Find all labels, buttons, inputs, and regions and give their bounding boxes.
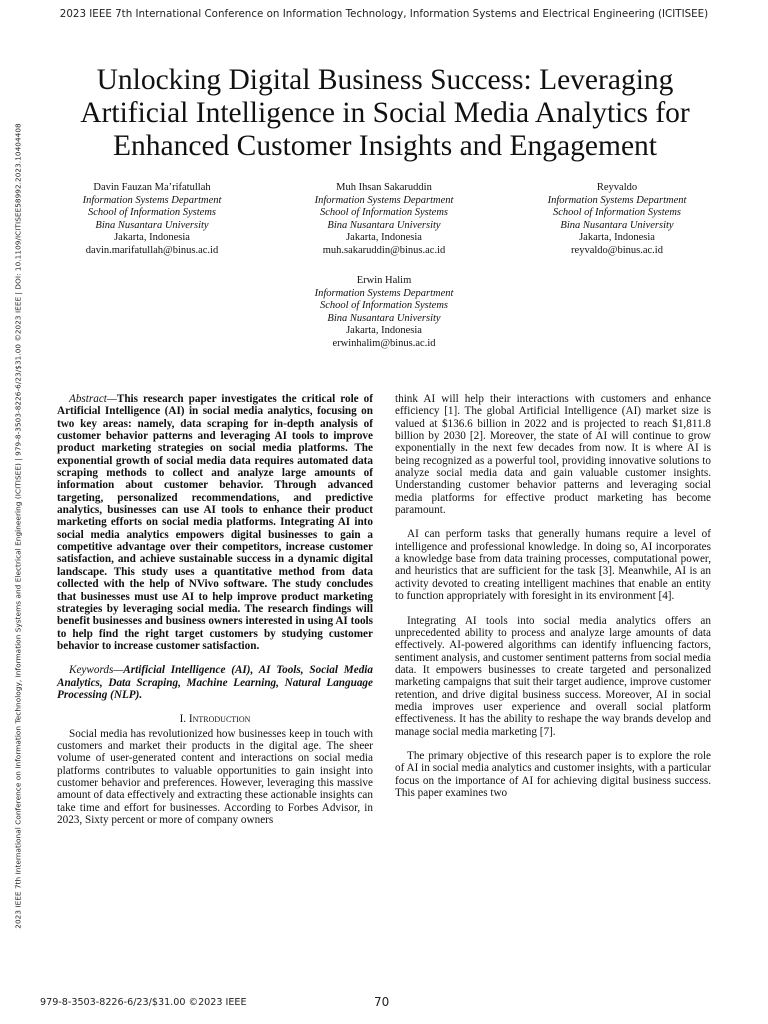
- author-university: Bina Nusantara University: [95, 219, 209, 231]
- author-location: Jakarta, Indonesia: [579, 232, 655, 244]
- body-paragraph: Integrating AI tools into social media analytics offers an unprecedented ability to process and analyze large amounts of data effectively. AI-powered algorithms can identify influencing factors, sentiment analysis, and customer sentiment patterns from social media data. It empowers businesses to create targeted and personalized marketing campaigns that suit their target audience, improve customer retention, and drive digital business success. Moreover, AI in social media improves user experience and overall social platform effectiveness. It has the ability to reshape the way brands develop and manage social media marketing [7].: [395, 614, 711, 738]
- author-name: Muh Ihsan Sakaruddin: [336, 182, 432, 193]
- keywords: [57, 664, 373, 701]
- body-paragraph: The primary objective of this research paper is to explore the role of AI in social media analytics and customer insights, with a particular focus on the importance of AI for achieving digital business success. This paper examines two: [395, 749, 711, 799]
- page-number: 70: [374, 995, 390, 1009]
- paper-title: Unlocking Digital Business Success: Leveraging Artificial Intelligence in Social Media Analytics for Enhanced Customer Insights and Engagement: [80, 64, 690, 162]
- right-column: [395, 393, 711, 799]
- footer-copyright: 979-8-3503-8226-6/23/$31.00 ©2023 IEEE: [40, 997, 247, 1008]
- author-location: Jakarta, Indonesia: [346, 232, 422, 244]
- conference-header: 2023 IEEE 7th International Conference on Information Technology, Information Systems and Electrical Engineering (ICITISEE): [59, 8, 709, 20]
- author-university: Bina Nusantara University: [327, 312, 441, 324]
- author-email: erwinhalim@binus.ac.id: [332, 337, 436, 349]
- author-school: School of Information Systems: [552, 207, 682, 219]
- author-department: Information Systems Department: [314, 287, 454, 299]
- author-block: [497, 182, 737, 258]
- author-department: Information Systems Department: [547, 194, 687, 206]
- section-heading: I. Introduction: [179, 713, 251, 726]
- body-paragraph: Social media has revolutionized how businesses keep in touch with customers and market their products in the digital age. The sheer volume of user-generated content and interactions on social media platforms contributes to valuable opportunities to gain insight into customer behavior and preferences. However, leveraging this massive amount of data effectively and extracting these actionable insights can take time and effort for businesses. According to Forbes Advisor, in 2023, Sixty percent or more of company owners: [57, 727, 373, 826]
- author-block: [264, 275, 504, 351]
- author-name: Davin Fauzan Ma’rifatullah: [93, 182, 211, 193]
- body-paragraph: think AI will help their interactions with customers and enhance efficiency [1]. The global Artificial Intelligence (AI) market size is valued at $136.6 billion in 2022 and is projected to reach $1,811.8 billion by 2030 [2]. Moreover, the state of AI will continue to grow exponentially in the next few decades from now. It is where AI is being recognized as a powerful tool, providing innovative solutions to analyze social media data and gain valuable customer insights. Understanding customer behavior patterns and leveraging social media platforms for effective product marketing has become paramount.: [395, 393, 711, 517]
- author-location: Jakarta, Indonesia: [114, 232, 190, 244]
- author-department: Information Systems Department: [314, 194, 454, 206]
- keywords-label: Keywords—: [69, 664, 124, 677]
- author-block: [264, 182, 504, 258]
- author-school: School of Information Systems: [319, 300, 449, 312]
- author-school: School of Information Systems: [319, 207, 449, 219]
- author-email: muh.sakaruddin@binus.ac.id: [322, 244, 446, 256]
- author-name: Erwin Halim: [356, 275, 412, 286]
- author-email: davin.marifatullah@binus.ac.id: [85, 244, 219, 256]
- author-email: reyvaldo@binus.ac.id: [571, 244, 663, 256]
- side-margin-text: 2023 IEEE 7th International Conference on Information Technology, Information Systems and Electrical Engineering (ICITISEE) | 979-8-3503-8226-6/23/$31.00 ©2023 IEEE | DOI: 10.1109/ICITISEE58992.2023.10404408: [13, 123, 23, 929]
- body-paragraph: AI can perform tasks that generally humans require a level of intelligence and professional knowledge. In doing so, AI incorporates a knowledge base from data training processes, computational power, and heuristics that are sufficient for the task [3]. Meanwhile, AI is an activity devoted to creating intelligent machines that enable an entity to function appropriately with foresight in its environment [4].: [395, 528, 711, 603]
- author-location: Jakarta, Indonesia: [346, 325, 422, 337]
- author-university: Bina Nusantara University: [327, 219, 441, 231]
- author-university: Bina Nusantara University: [560, 219, 674, 231]
- abstract-text: This research paper investigates the critical role of Artificial Intelligence (AI) in social media analytics, focusing on two key areas: namely, data scraping for in-depth analysis of customer behavior patterns and leveraging AI tools to improve product marketing strategies on social media platforms. The exponential growth of social media data requires automated data scraping methods to collect and analyze large amounts of information about customer behavior. Through advanced targeting, personalized recommendations, and predictive analytics, businesses can use AI tools to enhance their product marketing efforts on social media platforms. Integrating AI into social media analytics empowers digital businesses to gain a competitive advantage over their competitors, increase customer satisfaction, and achieve sustainable success in a dynamic digital landscape. This study uses a quantitative method from data collected with the help of NVivo software. The study concludes that businesses must use AI to help improve product marketing strategies by leveraging social media. The research findings will benefit businesses and business owners interested in using AI tools to help find the right target customers by studying customer behavior to increase customer satisfaction.: [57, 393, 373, 652]
- author-school: School of Information Systems: [87, 207, 217, 219]
- author-block: [32, 182, 272, 258]
- author-name: Reyvaldo: [596, 182, 638, 193]
- left-column: [57, 393, 373, 826]
- keywords-text: Artificial Intelligence (AI), AI Tools, Social Media Analytics, Data Scraping, Machine Learning, Natural Language Processing (NLP).: [57, 664, 373, 701]
- author-department: Information Systems Department: [82, 194, 222, 206]
- abstract-label: Abstract—: [69, 393, 117, 405]
- abstract: [57, 393, 373, 652]
